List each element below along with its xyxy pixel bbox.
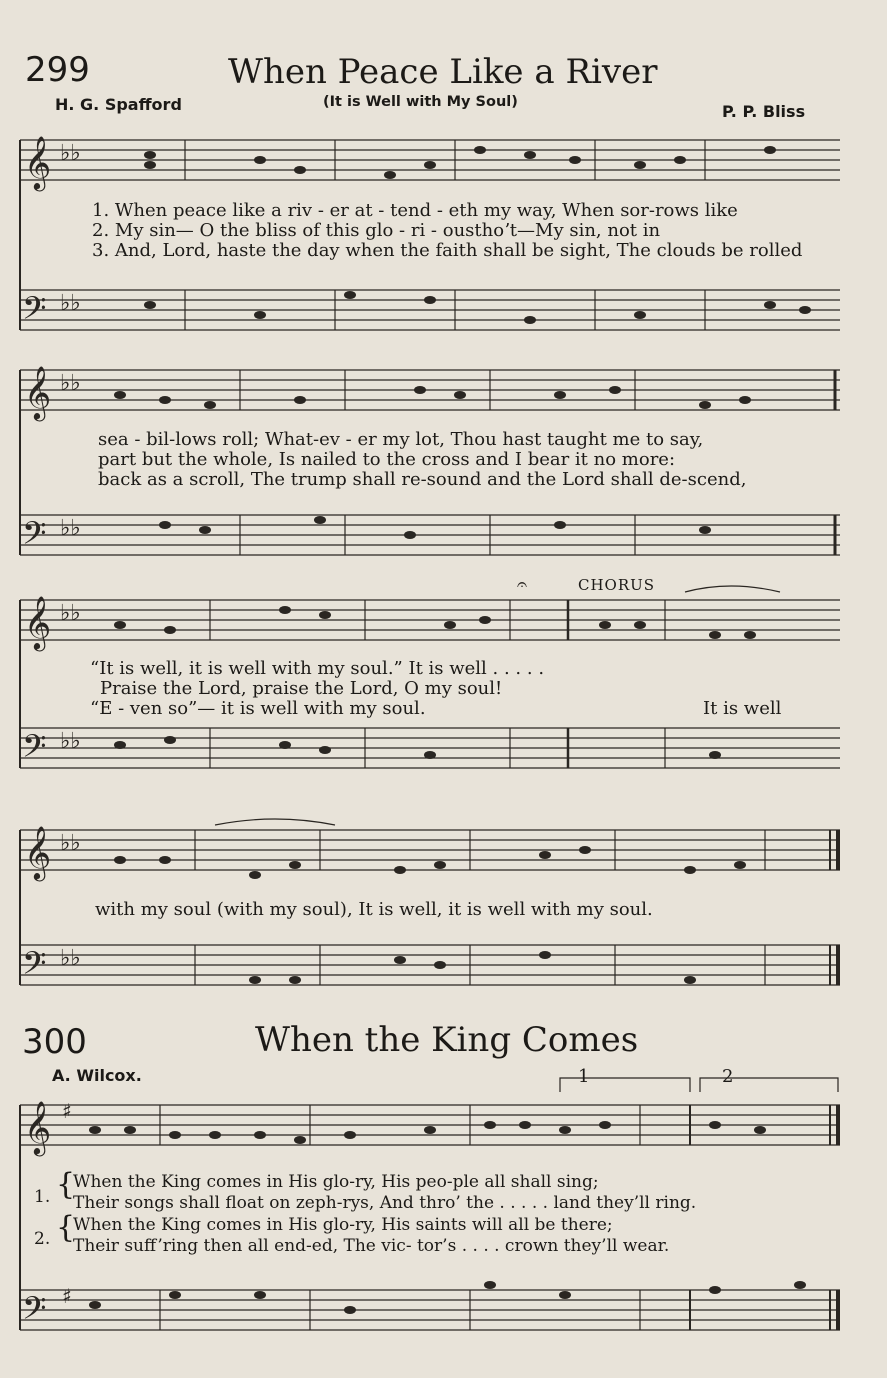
stanza-1-line2: Their songs shall float on zeph-rys, And thro’ the . . . . . land they’ll ring.	[73, 1193, 697, 1213]
svg-text:♭♭: ♭♭	[60, 729, 81, 754]
lyric-v3-line1: 3. And, Lord, haste the day when the faith shall be sight, The clouds be rolled	[92, 240, 803, 261]
svg-text:𝄞: 𝄞	[24, 135, 52, 189]
chorus-label: CHORUS	[578, 576, 656, 594]
svg-text:♭♭: ♭♭	[60, 831, 81, 856]
hymn-title: When Peace Like a River	[228, 52, 658, 92]
second-ending-number: 2	[722, 1066, 734, 1087]
lyric-v3-line2: back as a scroll, The trump shall re-sound and the Lord shall de-scend,	[98, 469, 747, 490]
brace: {	[56, 1167, 76, 1202]
first-ending-number: 1	[578, 1066, 590, 1087]
lyric-v2-line1: 2. My sin— O the bliss of this glo - ri - ousthoʼt—My sin, not in	[92, 220, 661, 241]
lyric-v3-line3-chorus: It is well	[703, 698, 782, 719]
svg-text:𝄢: 𝄢	[22, 290, 47, 334]
stanza-2-line2: Their suff’ring then all end-ed, The vic- tor’s . . . . crown they’ll wear.	[73, 1236, 670, 1256]
svg-text:♯: ♯	[62, 1284, 72, 1308]
stanza-2-number: 2.	[34, 1229, 51, 1249]
svg-text:♯: ♯	[62, 1099, 72, 1123]
svg-text:♭♭: ♭♭	[60, 291, 81, 316]
author: A. Wilcox.	[52, 1066, 142, 1085]
stanza-1-line1: When the King comes in His glo-ry, His peo-ple all shall sing;	[73, 1172, 599, 1192]
hymn-title: When the King Comes	[255, 1020, 639, 1060]
lyric-v3-line3: “E - ven so”— it is well with my soul.	[90, 698, 426, 719]
svg-text:𝄢: 𝄢	[22, 1290, 47, 1334]
stanza-2-line1: When the King comes in His glo-ry, His saints will all be there;	[73, 1215, 613, 1235]
hymn-number: 299	[25, 50, 90, 90]
lyric-line4: with my soul (with my soul), It is well, it is well with my soul.	[95, 899, 653, 920]
lyric-v1-line2: sea - bil-lows roll; What-ev - er my lot, Thou hast taught me to say,	[98, 429, 704, 450]
svg-text:𝄞: 𝄞	[24, 1100, 52, 1154]
composer: P. P. Bliss	[722, 102, 806, 121]
svg-text:𝄞: 𝄞	[24, 595, 52, 649]
svg-text:𝄢: 𝄢	[22, 515, 47, 559]
svg-text:♭♭: ♭♭	[60, 371, 81, 396]
lyric-v2-line3: Praise the Lord, praise the Lord, O my soul!	[100, 678, 503, 699]
svg-text:♭♭: ♭♭	[60, 141, 81, 166]
svg-text:♭♭: ♭♭	[60, 946, 81, 971]
svg-text:𝄞: 𝄞	[24, 825, 52, 879]
author: H. G. Spafford	[55, 95, 182, 114]
subtitle: (It is Well with My Soul)	[323, 94, 518, 110]
hymn-number: 300	[22, 1022, 87, 1062]
brace: {	[56, 1210, 76, 1245]
svg-text:♭♭: ♭♭	[60, 601, 81, 626]
svg-text:𝄞: 𝄞	[24, 365, 52, 419]
svg-text:𝄐: 𝄐	[517, 580, 528, 595]
lyric-v1-line1: 1. When peace like a riv - er at - tend - eth my way, When sor-rows like	[92, 200, 738, 221]
lyric-v2-line2: part but the whole, Is nailed to the cross and I bear it no more:	[98, 449, 676, 470]
svg-text:𝄢: 𝄢	[22, 945, 47, 989]
lyric-v1-line3: “It is well, it is well with my soul.” It is well . . . . .	[90, 658, 545, 679]
stanza-1-number: 1.	[34, 1187, 51, 1207]
svg-text:𝄢: 𝄢	[22, 728, 47, 772]
svg-text:♭♭: ♭♭	[60, 516, 81, 541]
